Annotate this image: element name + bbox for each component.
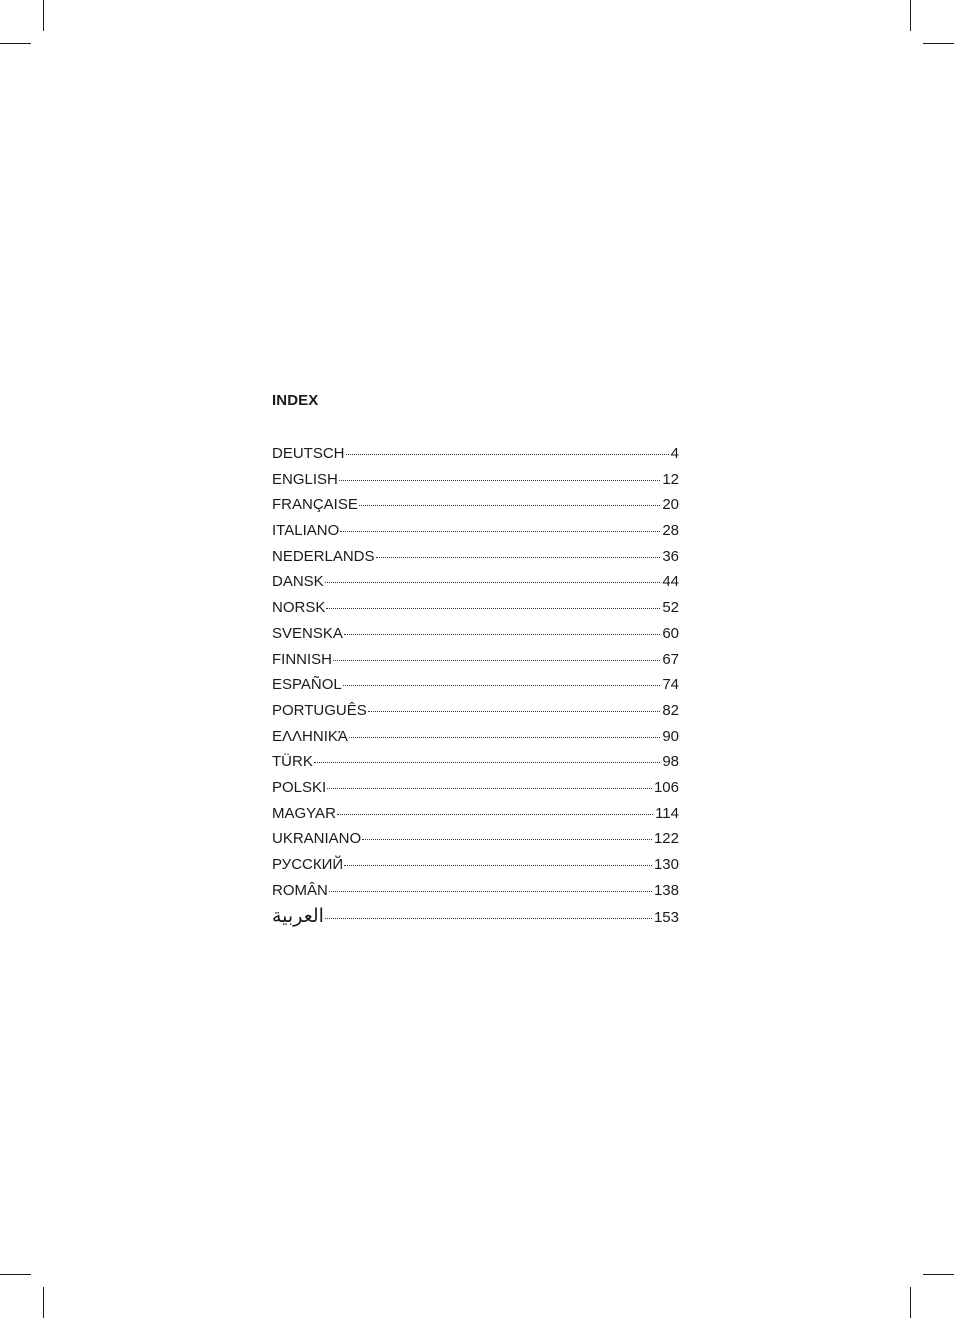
toc-entry[interactable] (272, 906, 679, 932)
toc-entry-page: 52 (662, 599, 679, 617)
toc-entry[interactable] (272, 675, 679, 701)
toc-entry-page: 90 (662, 727, 679, 745)
toc-entry-label: NEDERLANDS (272, 547, 375, 565)
toc-entry[interactable] (272, 881, 679, 907)
toc-dot-leader (339, 480, 660, 481)
toc-entry[interactable] (272, 624, 679, 650)
toc-entry-page: 28 (662, 522, 679, 540)
toc-entry[interactable] (272, 444, 679, 470)
toc-entry-page: 138 (653, 881, 679, 899)
toc-entry-page: 130 (653, 856, 679, 873)
toc-entry[interactable] (272, 829, 679, 855)
toc-entry[interactable] (272, 572, 679, 598)
toc-entry-label: DANSK (272, 573, 324, 591)
toc-entry-label: TÜRK (272, 753, 313, 771)
toc-entry-label: NORSK (272, 599, 326, 617)
toc-entry[interactable] (272, 778, 679, 804)
toc-entry[interactable] (272, 470, 679, 496)
toc-dot-leader (359, 505, 660, 506)
table-of-contents (272, 444, 679, 932)
toc-entry-page: 20 (662, 496, 679, 514)
crop-mark-bottom-left-vertical (43, 1287, 44, 1318)
toc-entry-page: 44 (662, 573, 679, 591)
toc-entry[interactable] (272, 855, 679, 881)
toc-dot-leader (349, 737, 660, 738)
index-section (272, 391, 679, 932)
toc-entry-page: 153 (653, 909, 679, 927)
toc-entry-label: MAGYAR (272, 804, 336, 822)
crop-mark-top-right-horizontal (923, 43, 954, 44)
toc-dot-leader (326, 608, 660, 609)
toc-entry[interactable] (272, 701, 679, 727)
toc-entry-label: ESPAÑOL (272, 676, 342, 694)
toc-entry-page: 82 (662, 701, 679, 719)
toc-entry-page: 12 (662, 470, 679, 488)
toc-entry-page: 36 (662, 547, 679, 565)
toc-dot-leader (343, 685, 661, 686)
toc-entry[interactable] (272, 727, 679, 753)
toc-entry[interactable] (272, 752, 679, 778)
toc-dot-leader (325, 582, 661, 583)
toc-entry-page: 114 (655, 804, 679, 822)
crop-mark-bottom-left-horizontal (0, 1274, 31, 1275)
toc-entry-label: PORTUGUÊS (272, 701, 367, 719)
toc-entry[interactable] (272, 598, 679, 624)
toc-entry-page: 60 (662, 624, 679, 642)
toc-entry-label: UKRANIANO (272, 830, 362, 848)
toc-dot-leader (325, 918, 652, 919)
toc-entry-page: 74 (662, 676, 679, 694)
toc-entry[interactable] (272, 521, 679, 547)
toc-entry-page: 106 (653, 778, 679, 796)
toc-dot-leader (329, 891, 652, 892)
toc-entry-label: DEUTSCH (272, 445, 345, 462)
toc-dot-leader (314, 762, 660, 763)
crop-mark-top-right-vertical (910, 0, 911, 31)
toc-entry[interactable] (272, 495, 679, 521)
toc-dot-leader (337, 814, 653, 815)
toc-entry[interactable] (272, 804, 679, 830)
toc-entry-label: POLSKI (272, 778, 327, 796)
toc-entry-page: 4 (670, 445, 679, 462)
toc-entry-label: РУССКИЙ (272, 856, 344, 873)
toc-entry-label: FINNISH (272, 650, 332, 668)
toc-entry-page: 98 (662, 753, 679, 771)
toc-entry-label: SVENSKA (272, 624, 343, 642)
crop-mark-top-left-vertical (43, 0, 44, 31)
toc-entry-page: 67 (662, 650, 679, 668)
toc-entry[interactable] (272, 650, 679, 676)
index-title: INDEX (272, 392, 319, 409)
crop-mark-bottom-right-vertical (910, 1287, 911, 1318)
toc-dot-leader (362, 839, 652, 840)
toc-dot-leader (376, 557, 661, 558)
toc-entry-label: FRANÇAISE (272, 496, 358, 514)
toc-dot-leader (327, 788, 652, 789)
toc-entry-label: العربية (272, 905, 324, 928)
toc-dot-leader (344, 865, 652, 866)
crop-mark-top-left-horizontal (0, 43, 31, 44)
toc-entry-label: ΕΛΛΗΝΙΚΆ (272, 727, 348, 745)
toc-dot-leader (344, 634, 660, 635)
crop-mark-bottom-right-horizontal (923, 1274, 954, 1275)
toc-entry-label: ROMÂN (272, 881, 328, 899)
toc-entry[interactable] (272, 547, 679, 573)
toc-dot-leader (333, 660, 660, 661)
toc-entry-label: ENGLISH (272, 470, 338, 488)
toc-entry-label: ITALIANO (272, 522, 340, 540)
toc-dot-leader (340, 531, 660, 532)
toc-dot-leader (368, 711, 661, 712)
toc-dot-leader (346, 454, 669, 455)
toc-entry-page: 122 (653, 830, 679, 848)
